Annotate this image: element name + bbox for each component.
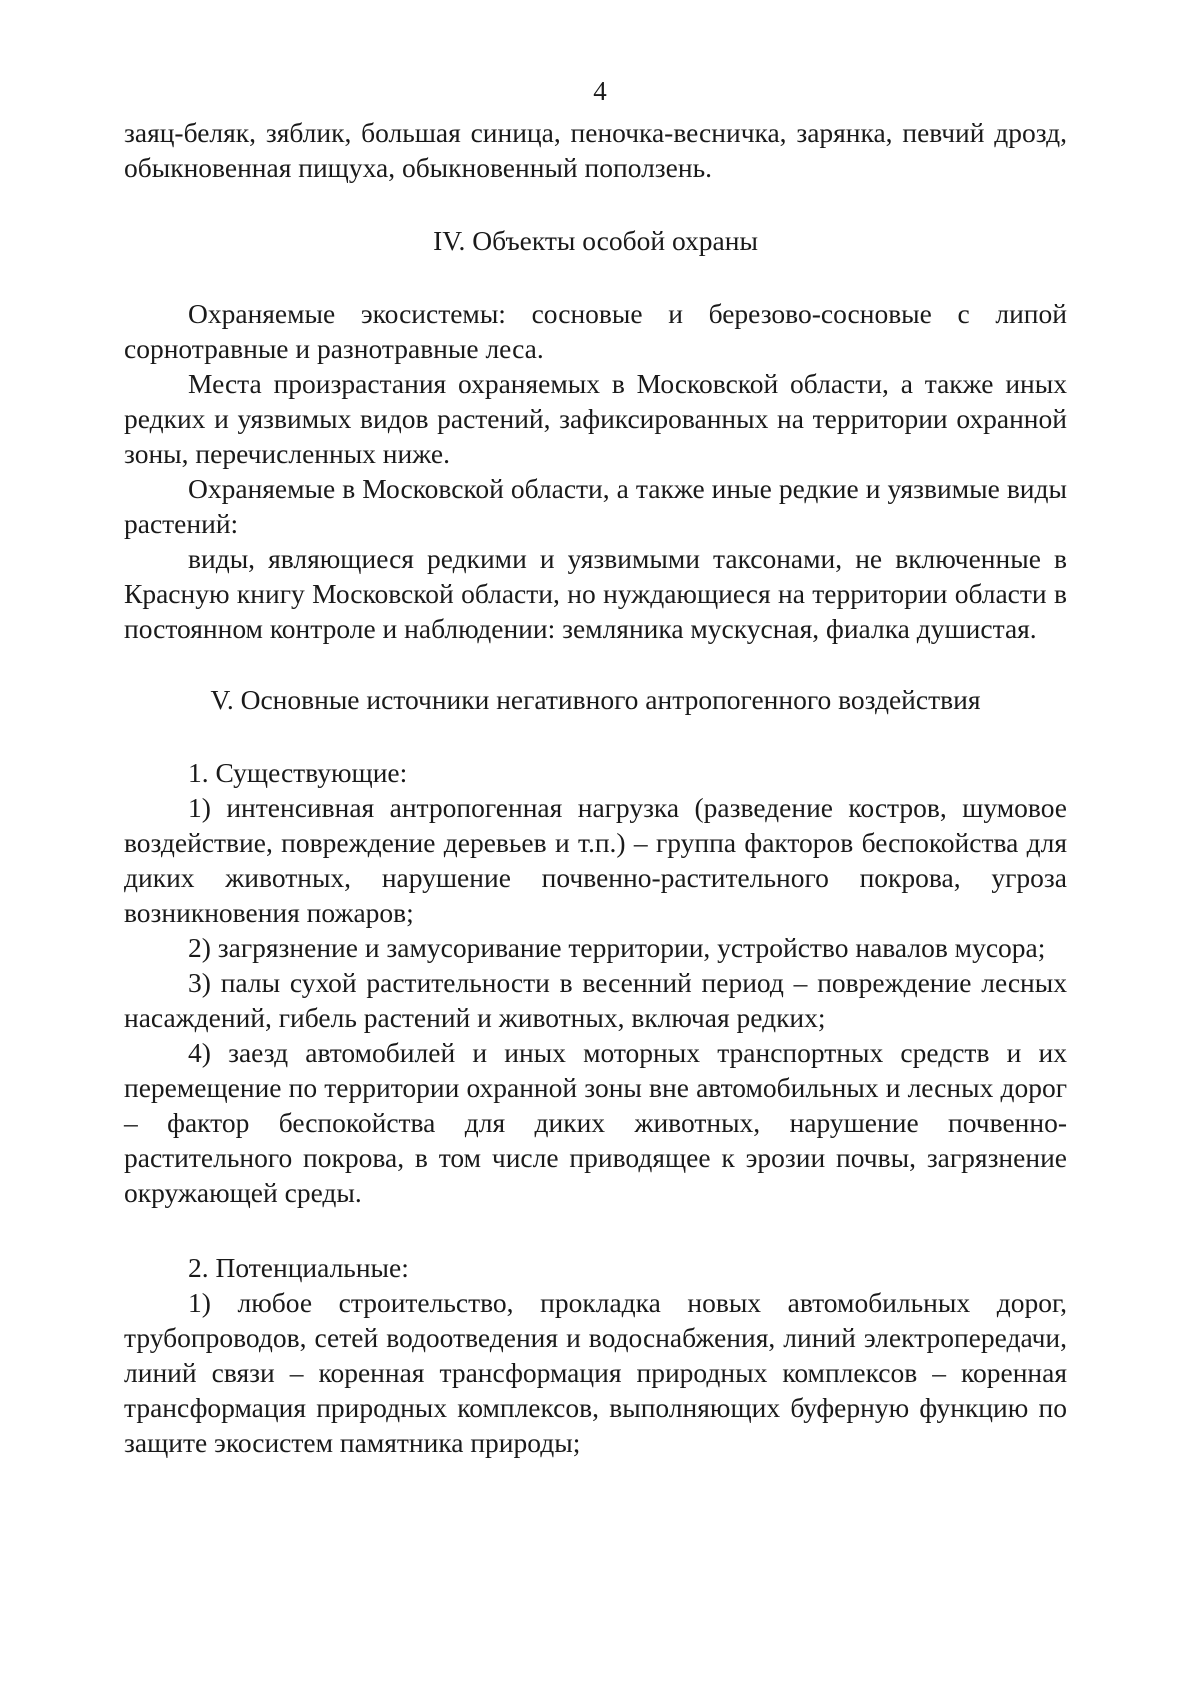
section-heading-iv: IV. Объекты особой охраны <box>433 225 758 256</box>
list-item-existing-3: 3) палы сухой растительности в весенний период – повреждение лесных насаждений, гибель растений и животных, включая редких; <box>124 967 1067 1033</box>
spacer <box>124 646 1067 682</box>
list-item-existing-1: 1) интенсивная антропогенная нагрузка (разведение костров, шумовое воздействие, повреждение деревьев и т.п.) – группа факторов беспокойства для диких животных, нарушение почвенно-растительного покрова, угроза возникновения пожаров; <box>124 792 1067 928</box>
document-body <box>124 115 1067 1460</box>
section-heading-v: V. Основные источники негативного антропогенного воздействия <box>210 684 981 715</box>
paragraph-continued-species-list: заяц-беляк, зяблик, большая синица, пеночка-весничка, зарянка, певчий дрозд, обыкновенная пищуха, обыкновенный поползень. <box>124 117 1067 183</box>
paragraph-rare-species: виды, являющиеся редкими и уязвимыми таксонами, не включенные в Красную книгу Московской области, но нуждающиеся на территории области в постоянном контроле и наблюдении: земляника мускусная, фиалка душистая. <box>124 543 1067 644</box>
spacer <box>124 185 1067 223</box>
list-item-potential-1: 1) любое строительство, прокладка новых автомобильных дорог, трубопроводов, сетей водоотведения и водоснабжения, линий электропередачи, линий связи – коренная трансформация природных комплексов – коренная трансформация природных комплексов, выполняющих буферную функцию по защите экосистем памятника природы; <box>124 1287 1067 1458</box>
list-item-existing-2: 2) загрязнение и замусоривание территории, устройство навалов мусора; <box>188 932 1046 963</box>
paragraph-protected-ecosystems: Охраняемые экосистемы: сосновые и березово-сосновые с липой сорнотравные и разнотравные леса. <box>124 298 1067 364</box>
paragraph-growth-places: Места произрастания охраняемых в Московской области, а также иных редких и уязвимых видов растений, зафиксированных на территории охранной зоны, перечисленных ниже. <box>124 368 1067 469</box>
spacer <box>124 1210 1067 1250</box>
subheading-potential: 2. Потенциальные: <box>188 1252 409 1283</box>
page-number: 4 <box>593 76 607 106</box>
list-item-existing-4: 4) заезд автомобилей и иных моторных транспортных средств и их перемещение по территории охранной зоны вне автомобильных и лесных дорог – фактор беспокойства для диких животных, нарушение почвенно-растительного покрова, в том числе приводящее к эрозии почвы, загрязнение окружающей среды. <box>124 1037 1067 1208</box>
paragraph-protected-plants: Охраняемые в Московской области, а также иные редкие и уязвимые виды растений: <box>124 473 1067 539</box>
spacer <box>124 258 1067 296</box>
spacer <box>124 717 1067 755</box>
subheading-existing: 1. Существующие: <box>188 757 408 788</box>
